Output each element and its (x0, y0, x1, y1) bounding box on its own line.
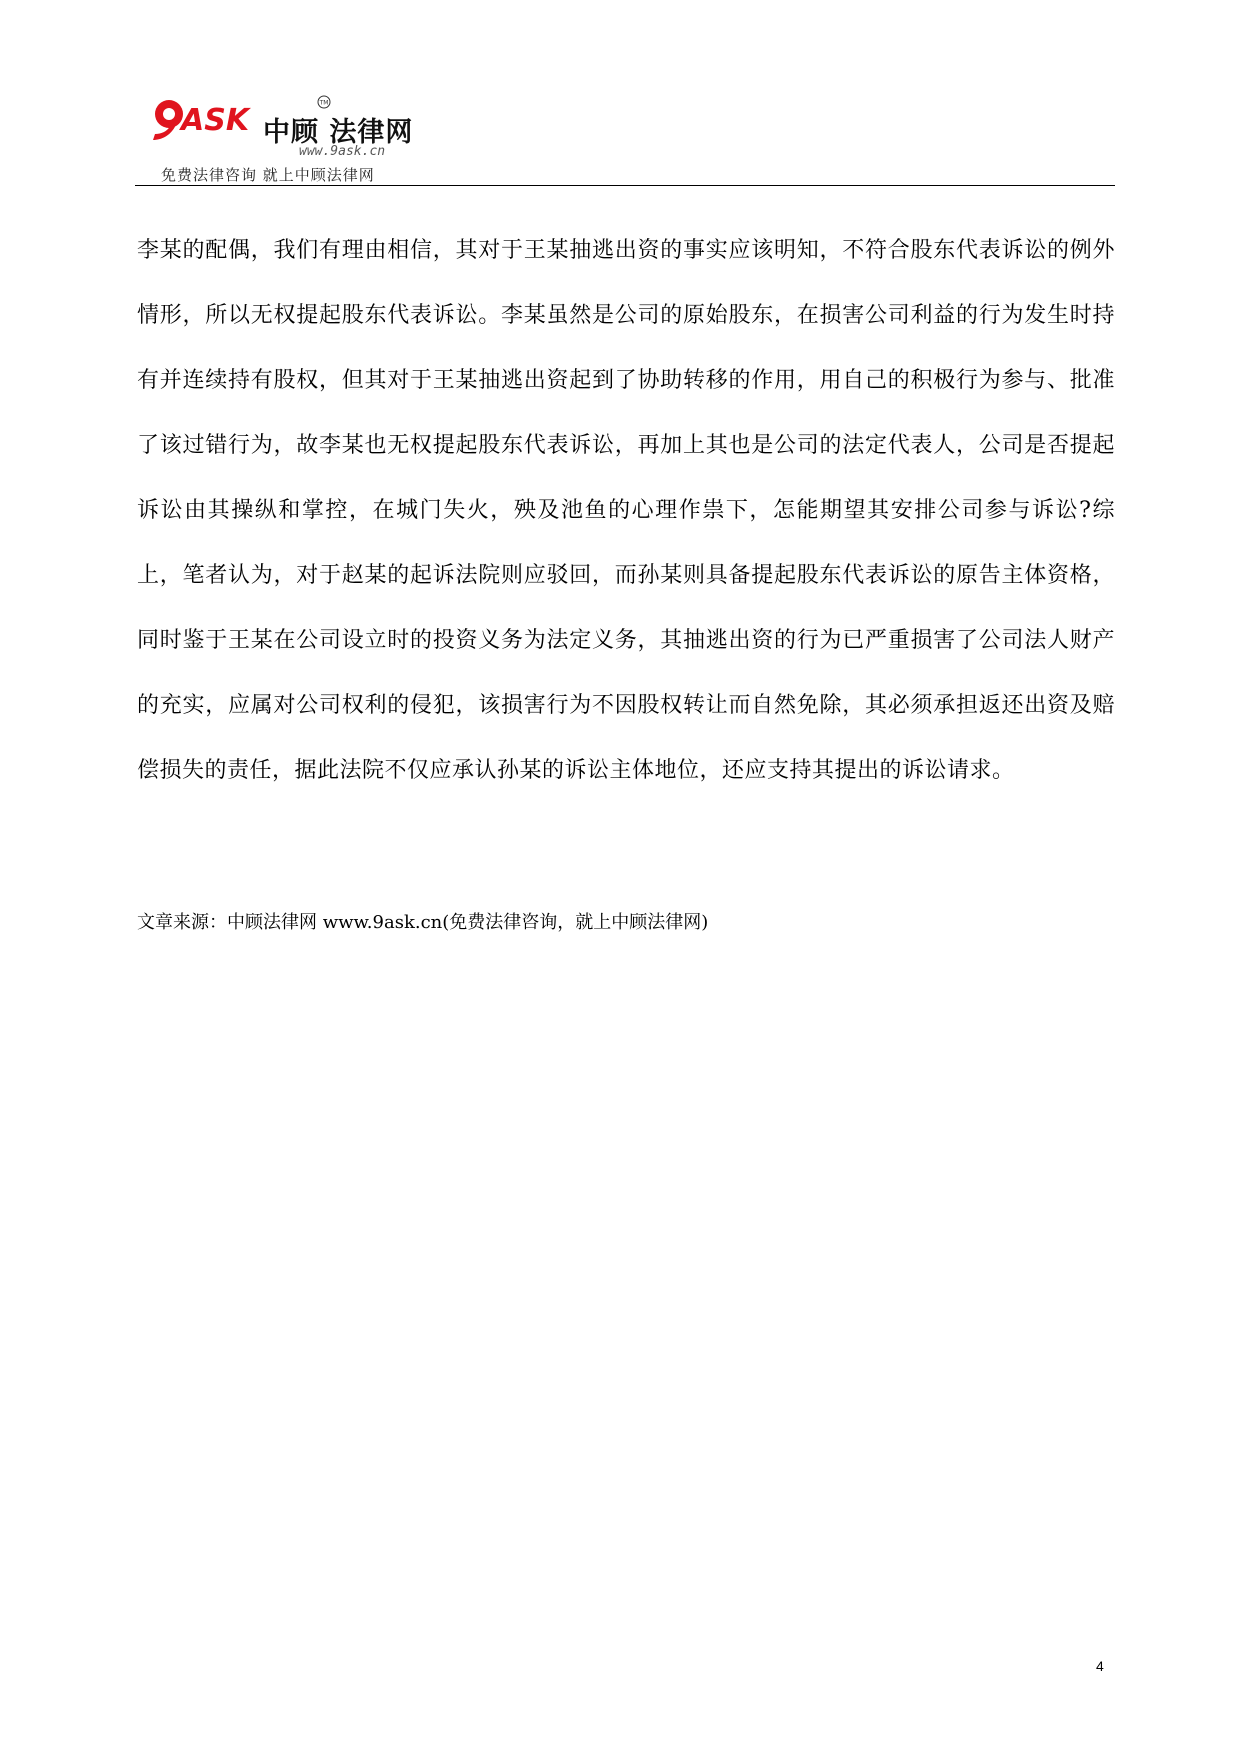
header-divider (135, 185, 1115, 186)
article-paragraph: 李某的配偶，我们有理由相信，其对于王某抽逃出资的事实应该明知，不符合股东代表诉讼的例外情形，所以无权提起股东代表诉讼。李某虽然是公司的原始股东，在损害公司利益的行为发生时持有并连续持有股权，但其对于王某抽逃出资起到了协助转移的作用，用自己的积极行为参与、批准了该过错行为，故李某也无权提起股东代表诉讼，再加上其也是公司的法定代表人，公司是否提起诉讼由其操纵和掌控，在城门失火，殃及池鱼的心理作祟下，怎能期望其安排公司参与诉讼?综上，笔者认为，对于赵某的起诉法院则应驳回，而孙某则具备提起股东代表诉讼的原告主体资格，同时鉴于王某在公司设立时的投资义务为法定义务，其抽逃出资的行为已严重损害了公司法人财产的充实，应属对公司权利的侵犯，该损害行为不因股权转让而自然免除，其必须承担返还出资及赔偿损失的责任，据此法院不仅应承认孙某的诉讼主体地位，还应支持其提出的诉讼请求。 (137, 238, 1115, 783)
site-logo[interactable] (151, 94, 414, 184)
trademark-icon (317, 95, 331, 109)
9ask-logo-mark (151, 94, 261, 144)
article-source: 文章来源：中顾法律网 www.9ask.cn(免费法律咨询，就上中顾法律网) (137, 912, 709, 933)
page-header (135, 80, 1115, 190)
logo-slogan: 免费法律咨询 就上中顾法律网 (161, 166, 375, 184)
logo-chinese-name: 中顾 法律网 (263, 117, 414, 148)
svg-text:TM: TM (319, 99, 329, 107)
svg-text:ASK: ASK (181, 103, 250, 138)
page-number: 4 (1096, 1658, 1104, 1674)
logo-url: www.9ask.cn (299, 144, 386, 159)
